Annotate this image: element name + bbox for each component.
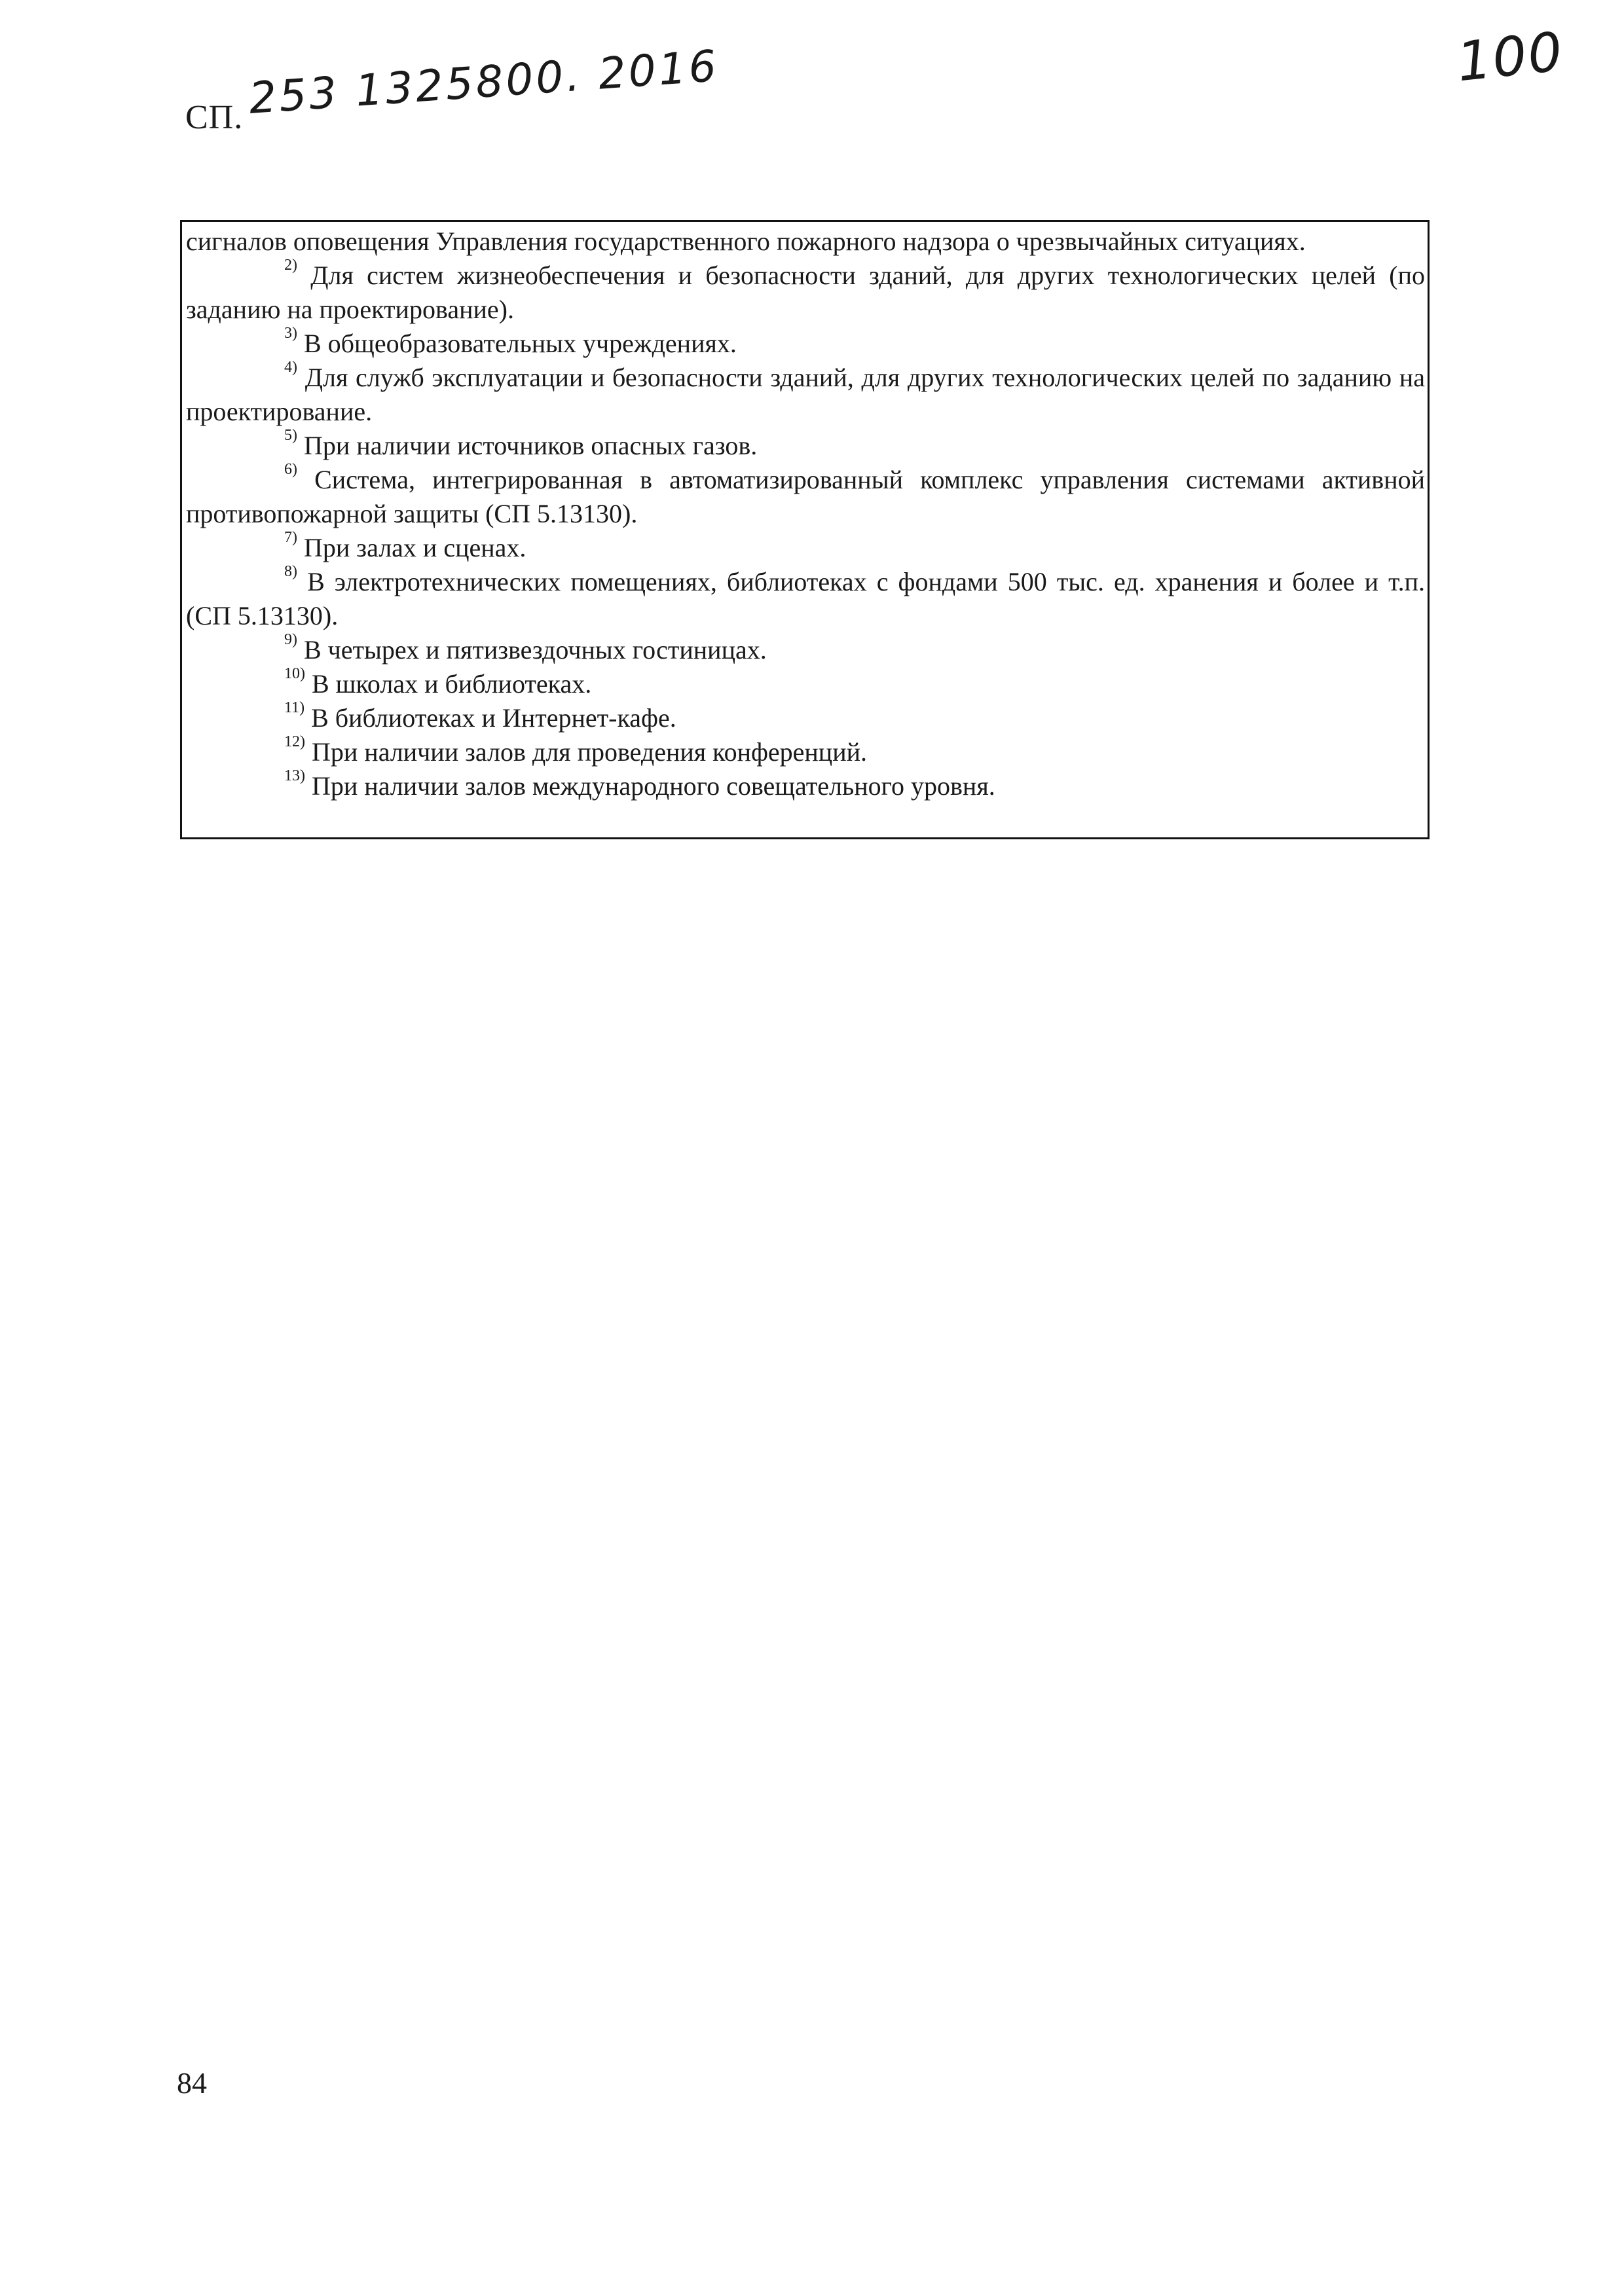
- footnote-4: [186, 361, 1425, 429]
- footnote-marker: 12): [284, 733, 305, 750]
- handwritten-page-number: 100: [1454, 20, 1567, 94]
- footnote-marker: 8): [284, 563, 297, 580]
- footnote-text: В школах и библиотеках.: [312, 669, 592, 699]
- footnote-5: [186, 429, 1425, 463]
- footnote-text: Для систем жизнеобеспечения и безопасности зданий, для других технологических целей (по заданию на проектирование).: [186, 261, 1425, 324]
- footnote-10: [186, 667, 1425, 701]
- footnote-text: В общеобразовательных учреждениях.: [304, 329, 737, 358]
- footnote-text: Система, интегрированная в автоматизированный комплекс управления системами активной противопожарной защиты (СП 5.13130).: [186, 465, 1426, 528]
- footnote-marker: 7): [284, 529, 297, 546]
- page-number: 84: [177, 2066, 207, 2100]
- footnote-11: [186, 701, 1425, 735]
- footnote-3: [186, 327, 1425, 361]
- footnote-marker: 6): [284, 461, 297, 478]
- footnote-marker: 9): [284, 631, 297, 648]
- document-code-prefix: СП.: [185, 99, 244, 136]
- footnote-marker: 4): [284, 359, 297, 376]
- footnote-2: [186, 259, 1425, 327]
- footnote-marker: 10): [284, 665, 305, 682]
- footnote-marker: 2): [284, 257, 297, 274]
- footnote-6: [186, 463, 1425, 531]
- footnote-13: [186, 769, 1425, 803]
- footnotes-box: [180, 220, 1430, 839]
- footnote-text: При наличии залов для проведения конференций.: [312, 737, 868, 767]
- handwritten-document-code: 253 1325800. 2016: [247, 41, 721, 124]
- footnote-text: В электротехнических помещениях, библиотеках с фондами 500 тыс. ед. хранения и более и т.п. (СП 5.13130).: [186, 567, 1425, 630]
- footnote-text: В библиотеках и Интернет-кафе.: [311, 703, 676, 733]
- footnote-1-continuation: [186, 225, 1425, 259]
- footnote-8: [186, 565, 1425, 633]
- footnote-text: При наличии залов международного совещательного уровня.: [312, 771, 995, 801]
- footnote-7: [186, 531, 1425, 565]
- footnote-marker: 5): [284, 427, 297, 444]
- footnote-text: сигналов оповещения Управления государственного пожарного надзора о чрезвычайных ситуациях.: [186, 227, 1306, 256]
- footnote-text: При наличии источников опасных газов.: [304, 431, 758, 460]
- footnote-marker: 11): [284, 699, 305, 716]
- footnote-9: [186, 633, 1425, 667]
- footnote-marker: 13): [284, 767, 305, 784]
- footnote-text: В четырех и пятизвездочных гостиницах.: [304, 635, 767, 665]
- footnote-text: Для служб эксплуатации и безопасности зданий, для других технологических целей по заданию на проектирование.: [186, 363, 1426, 426]
- footnote-12: [186, 735, 1425, 769]
- footnote-text: При залах и сценах.: [304, 533, 526, 562]
- footnote-marker: 3): [284, 325, 297, 342]
